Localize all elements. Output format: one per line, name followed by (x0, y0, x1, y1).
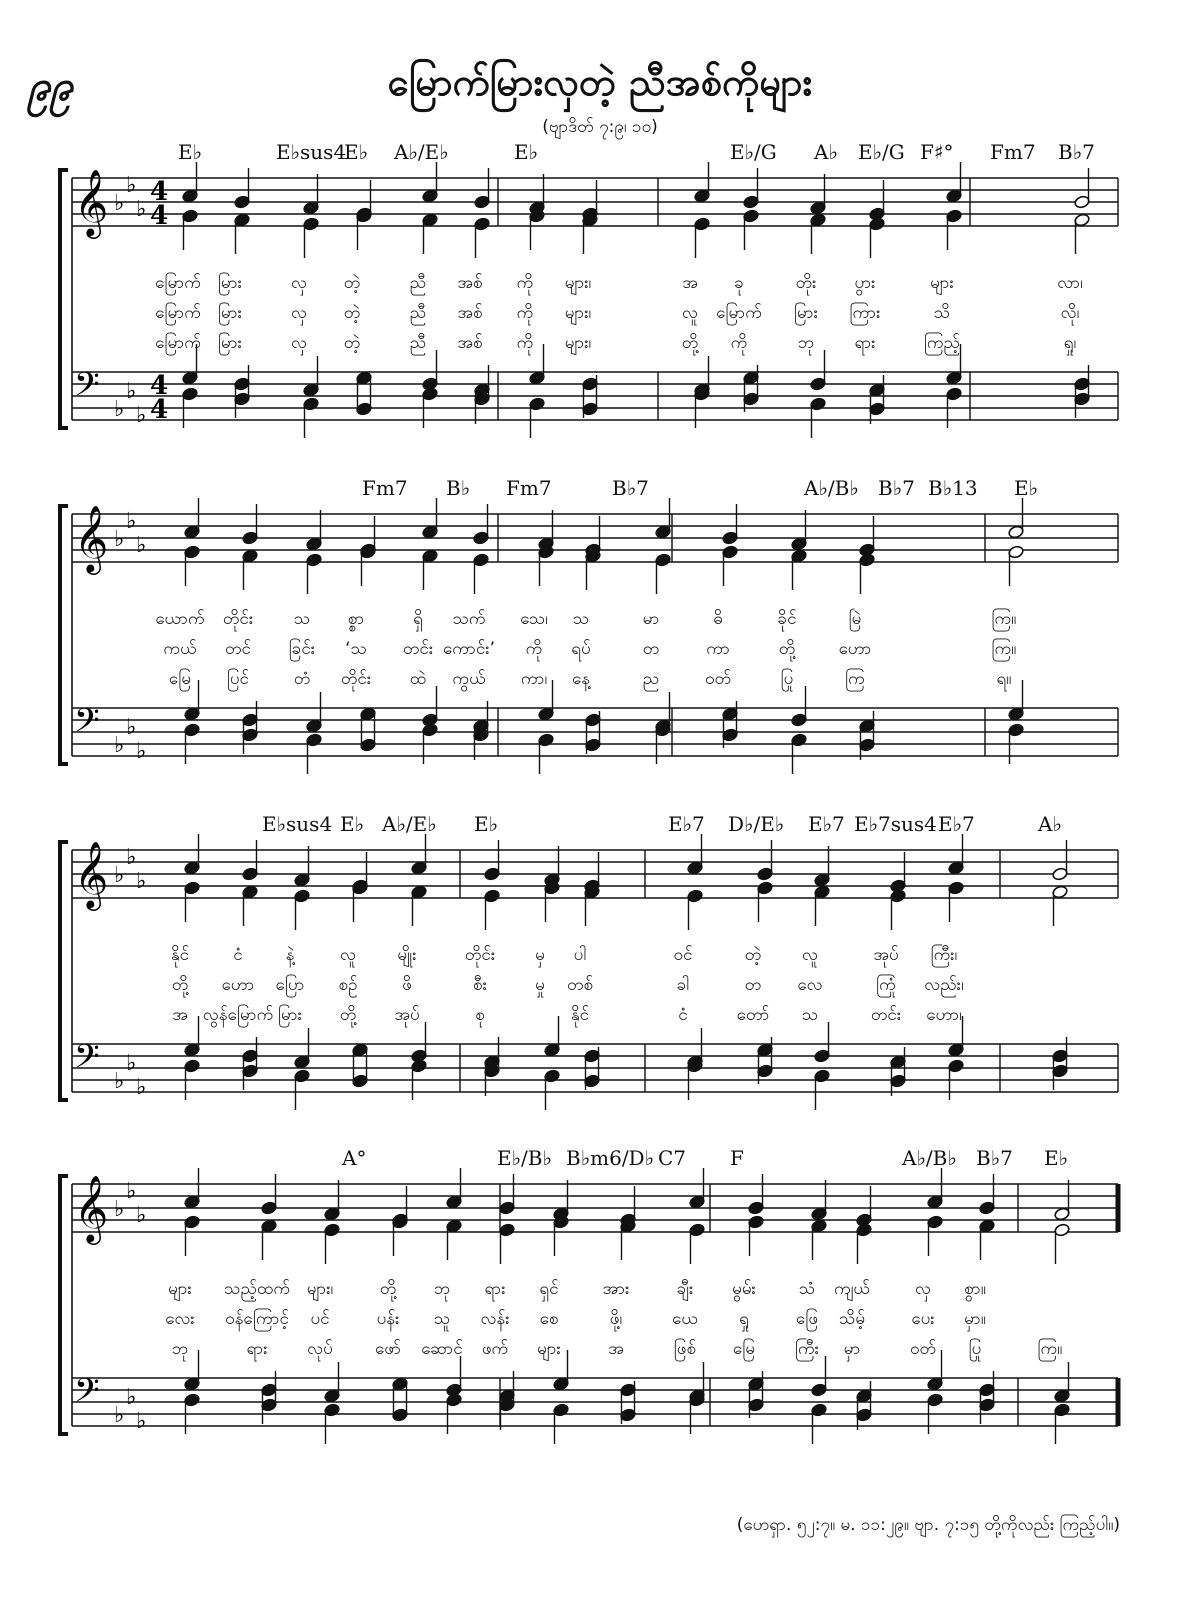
chord-symbol: B♭ (446, 476, 471, 500)
lyric-verse-2: အစ် (457, 303, 483, 323)
chord-symbol: Fm7 (362, 476, 408, 500)
lyric-verse-2: ကြား (849, 303, 881, 323)
lyric-verse-1: အ (682, 273, 698, 293)
flat-icon: ♭ (114, 1069, 125, 1094)
flat-icon: ♭ (136, 403, 147, 428)
lyric-verse-1: စွာ။ (964, 1279, 986, 1299)
lyric-verse-2: မြောက် (155, 303, 201, 323)
lyric-verse-3: ရား (246, 1339, 268, 1359)
lyric-verse-3: ကြ။ (1037, 1339, 1063, 1359)
lyric-verse-1: ဓိ (713, 609, 723, 629)
treble-clef-icon: 𝄞 (74, 504, 109, 572)
lyric-verse-2: စီး (473, 975, 487, 995)
lyric-verse-3: ကွယ် (452, 669, 486, 689)
lyric-verse-1: သည့်ထက် (224, 1279, 290, 1299)
chord-symbol: F♯° (920, 140, 954, 164)
lyric-verse-3: တဲ့ (343, 333, 361, 353)
chord-symbol: E♭sus4 (262, 812, 333, 836)
lyric-verse-2: ပင် (310, 1309, 330, 1329)
lyric-verse-1: သေ၊ (520, 609, 548, 629)
lyric-verse-2: ဟော (838, 639, 872, 659)
flat-icon: ♭ (114, 527, 125, 552)
lyric-verse-3: ရ။ (996, 669, 1012, 689)
chord-symbol: A♭/E♭ (394, 140, 449, 164)
lyric-verse-2: စေ (539, 1309, 559, 1329)
lyric-verse-1: ယောက် (155, 609, 205, 629)
bass-clef-icon: 𝄢 (74, 1372, 100, 1418)
lyric-verse-2: ဖို့၊ (609, 1309, 623, 1329)
flat-icon: ♭ (136, 1409, 147, 1434)
lyric-verse-2: ဖိ (402, 975, 412, 995)
lyric-verse-1: ဝင် (673, 945, 693, 965)
lyric-verse-1: ကို (516, 273, 534, 293)
lyric-verse-3: လှ (291, 333, 307, 353)
lyric-verse-2: မှု (535, 975, 545, 995)
lyric-verse-2: ယေ (672, 1309, 698, 1329)
lyric-verse-1: ခိုင် (777, 609, 797, 629)
lyric-verse-1: ကြီး၊ (930, 945, 958, 965)
lyric-verse-1: ငံ (233, 945, 243, 965)
flat-icon: ♭ (114, 1403, 125, 1428)
lyric-verse-3: ထဲ (409, 669, 427, 689)
flat-icon: ♭ (126, 845, 137, 870)
lyric-verse-2: မှာ။ (964, 1309, 986, 1329)
lyric-verse-2: ဝန်ကြောင့် (225, 1309, 289, 1329)
lyric-verse-3: ပြင် (227, 669, 249, 689)
lyric-verse-1: တို့ (379, 1279, 397, 1299)
flat-icon: ♭ (136, 869, 147, 894)
lyric-verse-3: တိုင်း (340, 669, 372, 689)
lyric-verse-1: လှ (291, 273, 307, 293)
flat-icon: ♭ (126, 1051, 137, 1076)
lyric-verse-1: များ (168, 1279, 192, 1299)
lyric-verse-1: အုပ် (873, 945, 899, 965)
flat-icon: ♭ (114, 733, 125, 758)
lyric-verse-2: လည်း၊ (924, 975, 964, 995)
lyric-verse-1: တိုး (795, 273, 817, 293)
lyric-verse-3: ဘု (797, 333, 815, 353)
lyric-verse-3: နေ့ (571, 669, 591, 689)
lyric-verse-3: ဝတ် (909, 1339, 937, 1359)
chord-symbol: E♭7 (668, 812, 705, 836)
lyric-verse-3: ကြီး (795, 1339, 819, 1359)
lyric-verse-3: တော် (736, 1005, 770, 1025)
lyric-verse-1: မျိုး (397, 945, 417, 965)
lyric-verse-3: သ (801, 1005, 819, 1025)
lyric-verse-3: တံ (293, 669, 311, 689)
lyric-verse-3: ပြု (780, 669, 794, 689)
lyric-verse-2: ပန်း (376, 1309, 400, 1329)
lyric-verse-2: လူ (682, 303, 698, 323)
chord-symbol: E♭ (474, 812, 499, 836)
lyric-verse-1: ရှင် (539, 1279, 559, 1299)
lyric-verse-3: ဖြစ် (673, 1339, 697, 1359)
lyric-verse-1: ဘု (433, 1279, 451, 1299)
lyric-verse-1: များ (930, 273, 954, 293)
flat-icon: ♭ (126, 173, 137, 198)
lyric-verse-2: လှ (291, 303, 307, 323)
lyric-verse-2: တစ် (566, 975, 594, 995)
lyric-verse-1: လူ (802, 945, 818, 965)
lyric-verse-2: ကို (525, 639, 543, 659)
chord-symbol: E♭ (344, 140, 369, 164)
lyric-verse-3: မြား (278, 1005, 302, 1025)
lyric-verse-3: ဖော် (375, 1339, 401, 1359)
chord-symbol: B♭7 (878, 476, 915, 500)
lyric-verse-2: ရှု (739, 1309, 749, 1329)
lyric-verse-1: ကြ။ (991, 609, 1017, 629)
chord-symbol: E♭ (1044, 1146, 1069, 1170)
lyric-verse-3: အုပ် (394, 1005, 420, 1025)
lyric-verse-2: ကြုံ (876, 975, 896, 995)
flat-icon: ♭ (136, 1075, 147, 1100)
chord-symbol: E♭sus4 (276, 140, 347, 164)
chord-symbol: C7 (658, 1146, 687, 1170)
flat-icon: ♭ (136, 1203, 147, 1228)
lyric-verse-2: ကောင်း’ (442, 639, 496, 659)
lyric-verse-1: မာ (642, 609, 660, 629)
lyric-verse-2: ကာ (706, 639, 730, 659)
flat-icon: ♭ (114, 397, 125, 422)
lyric-verse-3: ကြ (845, 669, 865, 689)
lyric-verse-1: မှ (535, 945, 545, 965)
chord-symbol: Fm7 (506, 476, 552, 500)
chord-symbol: A♭ (1038, 812, 1062, 836)
lyric-verse-3: စု (475, 1005, 485, 1025)
lyric-verse-3: မြောက် (155, 333, 201, 353)
lyric-verse-1: လှ (915, 1279, 931, 1299)
lyric-verse-2: တဲ့ (343, 303, 361, 323)
lyric-verse-1: ရား (484, 1279, 506, 1299)
lyric-verse-2: လို၊ (1060, 303, 1080, 323)
lyric-verse-2: ဟော (221, 975, 255, 995)
lyric-verse-1: ရှိ (413, 609, 423, 629)
flat-icon: ♭ (126, 379, 137, 404)
lyric-verse-1: မွမ်း (732, 1279, 756, 1299)
lyric-verse-3: ငံ (678, 1005, 688, 1025)
chord-symbol: B♭7 (612, 476, 649, 500)
lyric-verse-2: ရပ် (571, 639, 591, 659)
flat-icon: ♭ (136, 739, 147, 764)
chord-symbol: E♭7 (808, 812, 845, 836)
flat-icon: ♭ (114, 191, 125, 216)
lyric-verse-2: လန်း (480, 1309, 510, 1329)
chord-symbol: B♭7 (1058, 140, 1095, 164)
lyric-verse-3: ရှု၊ (1063, 333, 1077, 353)
lyric-verse-3: ဆောင် (421, 1339, 463, 1359)
lyric-verse-2: တ (642, 639, 660, 659)
lyric-verse-3: လုပ် (307, 1339, 333, 1359)
lyric-verse-1: မြဲ (848, 609, 862, 629)
lyric-verse-1: ခု (734, 273, 744, 293)
lyric-verse-3: ပြု (968, 1339, 982, 1359)
footnote: (ဟေရှာ. ၅၂:၇။ မ. ၁၁:၂၉။ ဗျာ. ၇:၁၅ တို့ကိုလည်း ကြည့်ပါ။) (736, 1515, 1120, 1535)
chord-symbol: A♭/B♭ (804, 476, 859, 500)
lyric-verse-2: မြောက် (716, 303, 762, 323)
lyric-verse-1: နိုင် (170, 945, 190, 965)
chord-symbol: B♭13 (928, 476, 978, 500)
lyric-verse-2: လေ (797, 975, 823, 995)
lyric-verse-1: နဲ့ (285, 945, 295, 965)
lyric-verse-2: ‘သ (345, 639, 367, 659)
song-title: မြောက်မြားလှတဲ့ ညီအစ်ကိုများ (387, 60, 813, 104)
lyric-verse-2: ခါ (676, 975, 690, 995)
lyric-verse-3: နိုင် (570, 1005, 590, 1025)
chord-symbol: A♭/B♭ (902, 1146, 957, 1170)
lyric-verse-3: ကို (516, 333, 534, 353)
lyric-verse-3: ကြည့် (924, 333, 960, 353)
lyric-verse-1: သက် (452, 609, 486, 629)
time-signature: 4 (150, 371, 169, 401)
time-signature: 4 (150, 177, 169, 207)
lyric-verse-3: အ (172, 1005, 188, 1025)
lyric-verse-2: များ၊ (564, 303, 592, 323)
treble-clef-icon: 𝄞 (74, 840, 109, 908)
lyric-verse-2: တင်း (402, 639, 434, 659)
lyric-verse-3: များ (537, 1339, 561, 1359)
lyric-verse-1: တိုင်း (222, 609, 254, 629)
lyric-verse-2: ဖြေ (795, 1309, 819, 1329)
lyric-verse-3: မြေ (168, 669, 192, 689)
lyric-verse-1: မြောက် (155, 273, 201, 293)
lyric-verse-3: တင်း (870, 1005, 902, 1025)
flat-icon: ♭ (136, 533, 147, 558)
lyric-verse-3: တို့ (339, 1005, 357, 1025)
scripture-reference: (ဗျာဒိတ် ၇:၉၊ ၁၀) (542, 117, 658, 137)
flat-icon: ♭ (126, 1179, 137, 1204)
chord-symbol: E♭ (514, 140, 539, 164)
lyric-verse-1: သ (293, 609, 311, 629)
lyric-verse-3: ဝတ် (704, 669, 732, 689)
lyric-verse-2: ကို (516, 303, 534, 323)
lyric-verse-2: လေး (165, 1309, 195, 1329)
lyric-verse-1: မြား (218, 273, 242, 293)
time-signature: 4 (150, 395, 169, 425)
lyric-verse-1: ပွား (854, 273, 876, 293)
lyric-verse-2: သိ (933, 303, 951, 323)
lyric-verse-2: မြား (218, 303, 242, 323)
lyric-verse-2: ပြော (275, 975, 305, 995)
page-number: ၉၉ (28, 63, 73, 109)
lyric-verse-1: အား (602, 1279, 630, 1299)
lyric-verse-2: စဉ် (338, 975, 358, 995)
chord-symbol: F (730, 1146, 744, 1170)
chord-symbol: A° (342, 1146, 367, 1170)
lyric-verse-2: ကြ။ (991, 639, 1017, 659)
lyric-verse-3: မြေ (732, 1339, 756, 1359)
lyric-verse-1: ညီ (409, 273, 427, 293)
lyric-verse-3: လွန်မြောက် (202, 1005, 274, 1025)
time-signature: 4 (150, 201, 169, 231)
lyric-verse-3: ရား (854, 333, 876, 353)
bass-clef-icon: 𝄢 (74, 702, 100, 748)
lyric-verse-2: သိမ့် (838, 1309, 866, 1329)
lyric-verse-2: ညီ (409, 303, 427, 323)
lyric-verse-2: မြား (794, 303, 818, 323)
chord-symbol: B♭7 (976, 1146, 1013, 1170)
flat-icon: ♭ (136, 197, 147, 222)
treble-clef-icon: 𝄞 (74, 168, 109, 236)
chord-symbol: E♭7 (938, 812, 975, 836)
lyric-verse-3: ဖက် (481, 1339, 509, 1359)
chord-symbol: E♭7sus4 (854, 812, 937, 836)
lyric-verse-3: ဘု (171, 1339, 189, 1359)
lyric-verse-1: လူ (340, 945, 356, 965)
chord-symbol: E♭/G (730, 140, 777, 164)
flat-icon: ♭ (126, 509, 137, 534)
lyric-verse-2: သူ (433, 1309, 451, 1329)
flat-icon: ♭ (126, 715, 137, 740)
lyric-verse-3: ည (642, 669, 660, 689)
lyric-verse-3: မှာ (843, 1339, 861, 1359)
lyric-verse-2: ခြင်း (288, 639, 316, 659)
chord-symbol: A♭/E♭ (382, 812, 437, 836)
bass-clef-icon: 𝄢 (74, 366, 100, 412)
lyric-verse-3: တို့ (681, 333, 699, 353)
lyric-verse-3: ကို (730, 333, 748, 353)
lyric-verse-2: တင် (225, 639, 251, 659)
lyric-verse-2: တ (744, 975, 762, 995)
chord-symbol: E♭ (1014, 476, 1039, 500)
lyric-verse-3: ညီ (409, 333, 427, 353)
chord-symbol: D♭/E♭ (728, 812, 785, 836)
flat-icon: ♭ (126, 1385, 137, 1410)
lyric-verse-3: မြား (218, 333, 242, 353)
lyric-verse-3: အစ် (457, 333, 483, 353)
lyric-verse-2: ပေး (911, 1309, 935, 1329)
lyric-verse-3: များ၊ (564, 333, 592, 353)
lyric-verse-3: အ (608, 1339, 624, 1359)
lyric-verse-1: တဲ့ (744, 945, 762, 965)
chord-symbol: E♭/B♭ (497, 1146, 552, 1170)
chord-symbol: E♭ (340, 812, 365, 836)
bass-clef-icon: 𝄢 (74, 1038, 100, 1084)
lyric-verse-1: တဲ့ (343, 273, 361, 293)
lyric-verse-2: တို့ (778, 639, 796, 659)
flat-icon: ♭ (114, 1197, 125, 1222)
lyric-verse-1: ကျယ် (834, 1279, 870, 1299)
lyric-verse-3: ဟော၊ (926, 1005, 962, 1025)
chord-symbol: B♭m6/D♭ (566, 1146, 655, 1170)
treble-clef-icon: 𝄞 (74, 1174, 109, 1242)
lyric-verse-1: ချီး (676, 1279, 694, 1299)
chord-symbol: Fm7 (990, 140, 1036, 164)
lyric-verse-1: ပါ (573, 945, 587, 965)
lyric-verse-2: ကယ် (163, 639, 197, 659)
lyric-verse-1: သ (572, 609, 590, 629)
lyric-verse-1: သံ (798, 1279, 816, 1299)
lyric-verse-1: များ၊ (306, 1279, 334, 1299)
lyric-verse-1: စ္စာ (347, 609, 365, 629)
chord-symbol: E♭ (178, 140, 203, 164)
lyric-verse-1: များ၊ (564, 273, 592, 293)
chord-symbol: E♭/G (858, 140, 905, 164)
lyric-verse-1: တိုင်း (464, 945, 496, 965)
lyric-verse-3: ကာ၊ (520, 669, 548, 689)
system-bracket (60, 1176, 68, 1434)
chord-symbol: A♭ (814, 140, 838, 164)
lyric-verse-1: လာ၊ (1057, 273, 1083, 293)
lyric-verse-1: အစ် (457, 273, 483, 293)
flat-icon: ♭ (114, 863, 125, 888)
lyric-verse-2: တို့ (171, 975, 189, 995)
